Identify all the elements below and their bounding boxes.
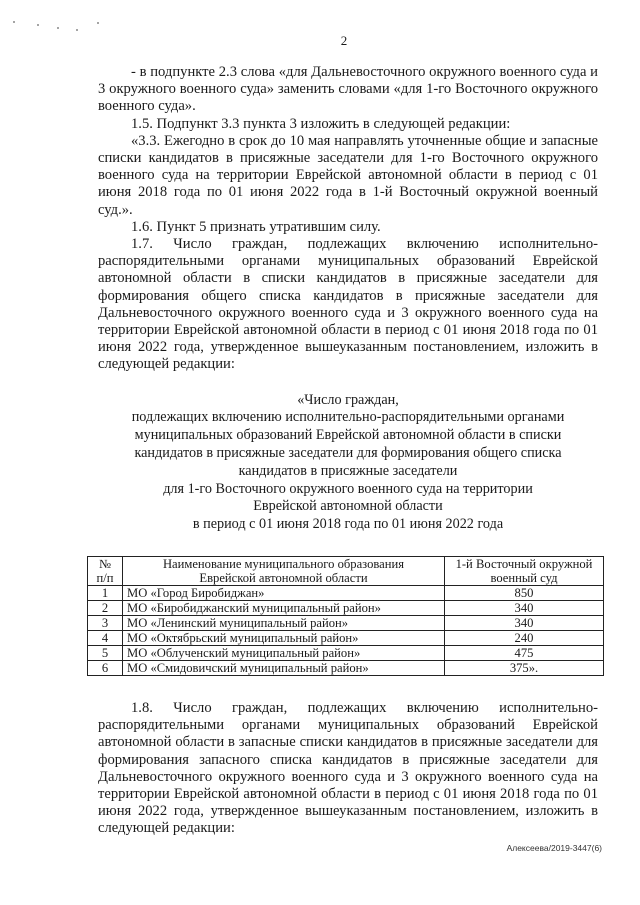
table-heading-line: муниципальных образований Еврейской автономной области в списки xyxy=(134,427,562,444)
table-heading-line: кандидатов в присяжные заседатели для формирования общего списка xyxy=(134,445,562,462)
scan-speck xyxy=(13,21,15,23)
table-row: 1 МО «Город Биробиджан» 850 xyxy=(88,586,604,601)
table-row: 3 МО «Ленинский муниципальный район» 340 xyxy=(88,616,604,631)
districts-table xyxy=(87,556,604,676)
header-num: № п/п xyxy=(88,557,123,586)
header-value: 1-й Восточный окружной военный суд xyxy=(445,557,604,586)
paragraph-1-6: 1.6. Пункт 5 признать утратившим силу. xyxy=(131,218,381,235)
table-heading-line: подлежащих включению исполнительно-распорядительными органами xyxy=(131,409,565,426)
scan-speck xyxy=(57,27,59,29)
scan-speck xyxy=(97,22,99,24)
scan-speck xyxy=(76,29,78,31)
paragraph-1-8: 1.8. Число граждан, подлежащих включению исполнительно-распорядительными органами муниципальных образований Еврейской автономной области в запасные списки кандидатов в присяжные заседатели для формирования запасного списка кандидатов в присяжные заседатели для Дальневосточного окружного военного суда и 3 окружного военного суда на территории Еврейской автономной области в период с 01 июня 2018 года по 01 июня 2022 года, утвержденное вышеуказанным постановлением, изложить в следующей редакции: xyxy=(98,700,598,837)
table-row: 5 МО «Облученский муниципальный район» 475 xyxy=(88,646,604,661)
paragraph-1-7: 1.7. Число граждан, подлежащих включению исполнительно-распорядительными органами муниципальных образований Еврейской автономной области в списки кандидатов в присяжные заседатели для формирования общего списка кандидатов в присяжные заседатели для Дальневосточного окружного военного суда и 3 окружного военного суда на территории Еврейской автономной области в период с 01 июня 2018 года по 01 июня 2022 года, утвержденное вышеуказанным постановлением, изложить в следующей редакции: xyxy=(98,236,598,373)
header-name: Наименование муниципального образования Еврейской автономной области xyxy=(123,557,445,586)
table-header-row xyxy=(88,557,604,586)
table-heading-line: в период с 01 июня 2018 года по 01 июня 2022 года xyxy=(192,516,504,533)
table-heading-line: для 1-го Восточного окружного военного суда на территории xyxy=(163,480,533,497)
paragraph-subpoint-2-3: - в подпункте 2.3 слова «для Дальневосточного окружного военного суда и 3 окружного военного суда» заменить словами «для 1-го Восточного окружного военного суда». xyxy=(98,64,598,115)
page-number: 2 xyxy=(340,33,348,48)
footer-code: Алексеева/2019-3447(6) xyxy=(506,843,602,853)
table-row: 2 МО «Биробиджанский муниципальный район» 340 xyxy=(88,601,604,616)
table-heading-line: «Число граждан, xyxy=(297,391,399,408)
document-body xyxy=(98,64,598,838)
table-heading-line: кандидатов в присяжные заседатели xyxy=(238,462,458,479)
paragraph-1-5: 1.5. Подпункт 3.3 пункта 3 изложить в следующей редакции: xyxy=(131,115,511,132)
table-heading xyxy=(98,392,598,534)
table-row: 6 МО «Смидовичский муниципальный район» 375». xyxy=(88,661,604,676)
paragraph-3-3-quote: «3.3. Ежегодно в срок до 10 мая направлять уточненные общие и запасные списки кандидатов в присяжные заседатели для 1-го Восточного окружного военного суда на территории Еврейской автономной области в период с 01 июня 2018 года по 01 июня 2022 года в 1-й Восточный окружной военный суд.». xyxy=(98,132,598,218)
table-row: 4 МО «Октябрьский муниципальный район» 240 xyxy=(88,631,604,646)
scan-speck xyxy=(37,24,39,26)
table-heading-line: Еврейской автономной области xyxy=(253,498,443,515)
